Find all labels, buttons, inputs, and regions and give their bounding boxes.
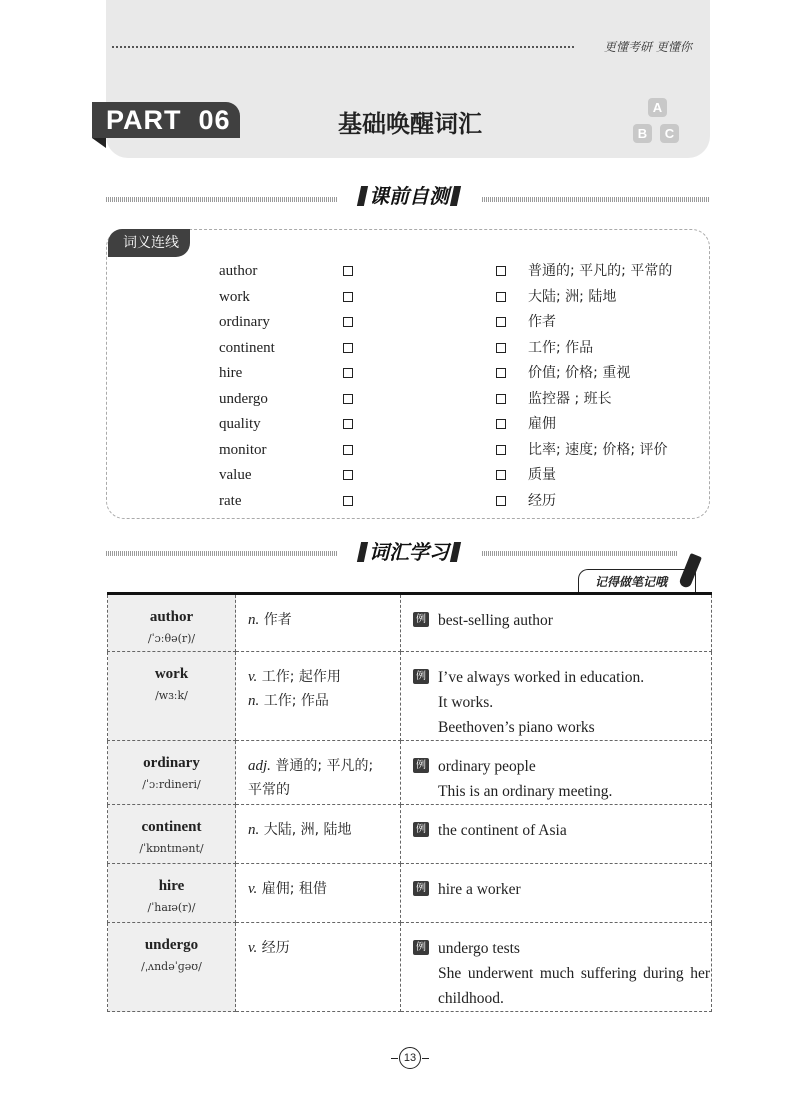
match-checkbox-left[interactable] <box>343 266 353 276</box>
example-sentence: I’ve always worked in education. <box>438 669 645 686</box>
part-tab-fold <box>92 138 106 148</box>
match-meaning: 普通的; 平凡的; 平常的 <box>528 263 673 279</box>
section-title-pretest: 课前自测 <box>342 181 476 211</box>
vocab-meaning <box>248 608 390 632</box>
example-icon: 例 <box>413 940 429 955</box>
part-of-speech: adj. <box>248 758 271 774</box>
match-word: hire <box>219 365 243 381</box>
match-checkbox-left[interactable] <box>343 470 353 480</box>
vocab-meaning-cell <box>236 864 401 923</box>
vocab-meaning-cell <box>236 805 401 864</box>
header-slogan: 更懂考研 更懂你 <box>604 40 692 54</box>
meaning-text: 普通的; 平凡的; 平常的 <box>248 758 374 798</box>
meaning-text: 工作; 起作用 <box>257 669 341 685</box>
vocab-word: hire <box>158 878 185 894</box>
vocab-phonetic: /ˈɔːθə(r)/ <box>147 632 196 645</box>
match-checkbox-left[interactable] <box>343 394 353 404</box>
example-sentence: the continent of Asia <box>438 822 567 839</box>
vocab-meaning <box>248 936 390 960</box>
vocab-word-cell <box>108 652 236 741</box>
match-meaning: 监控器 ; 班长 <box>528 390 612 407</box>
match-checkbox-left[interactable] <box>343 496 353 506</box>
vocab-word-cell <box>108 864 236 923</box>
match-word: value <box>219 467 252 483</box>
vocab-word: continent <box>141 819 202 835</box>
match-meaning: 工作; 作品 <box>528 339 594 356</box>
match-checkbox-right[interactable] <box>496 368 506 378</box>
vocab-example-cell <box>401 864 712 923</box>
example-sentence: best-selling author <box>438 612 553 629</box>
vocab-meaning-cell <box>236 594 401 652</box>
vocab-word-cell <box>108 741 236 805</box>
meaning-text: 工作; 作品 <box>259 693 329 709</box>
vocab-meaning <box>248 689 390 713</box>
match-meaning: 质量 <box>528 467 556 483</box>
vocab-word-cell <box>108 805 236 864</box>
match-meaning: 作者 <box>528 314 556 330</box>
abc-letter-a-icon: A <box>648 98 667 117</box>
vocab-word: undergo <box>144 937 199 953</box>
match-checkbox-right[interactable] <box>496 470 506 480</box>
vocab-meaning <box>248 877 390 901</box>
page-number: 13 <box>395 1048 425 1068</box>
abc-letter-b-icon: B <box>633 124 652 143</box>
vocab-example-cell <box>401 805 712 864</box>
vocab-example-cell <box>401 594 712 652</box>
section-divider-right <box>482 197 710 202</box>
part-of-speech: v. <box>248 881 258 897</box>
vocab-meaning-cell <box>236 923 401 1012</box>
vocab-row <box>108 923 712 1012</box>
vocab-row <box>108 864 712 923</box>
match-meaning: 比率; 速度; 价格; 评价 <box>528 441 668 458</box>
section-title-vocab: 词汇学习 <box>342 537 476 567</box>
match-checkbox-right[interactable] <box>496 292 506 302</box>
vocab-row <box>108 741 712 805</box>
header-dotted-rule <box>112 46 574 48</box>
vocab-example-cell <box>401 923 712 1012</box>
section-divider-right-2 <box>482 551 678 556</box>
example-sentence: ordinary people <box>438 758 536 775</box>
example-sentence: It works. <box>438 694 494 711</box>
vocab-word-cell <box>108 923 236 1012</box>
match-meaning: 大陆; 洲; 陆地 <box>528 288 617 305</box>
match-word: continent <box>219 339 275 356</box>
match-checkbox-left[interactable] <box>343 317 353 327</box>
vocab-phonetic: /ˈɔːrdineri/ <box>142 778 201 791</box>
example-icon: 例 <box>413 669 429 684</box>
example-icon: 例 <box>413 758 429 773</box>
match-checkbox-left[interactable] <box>343 343 353 353</box>
vocab-meaning-cell <box>236 741 401 805</box>
vocab-meaning <box>248 665 390 689</box>
matching-subtab: 词义连线 <box>108 229 190 257</box>
part-of-speech: v. <box>248 669 258 685</box>
abc-letter-c-icon: C <box>660 124 679 143</box>
vocab-word: author <box>149 609 194 625</box>
vocab-meaning-cell <box>236 652 401 741</box>
vocab-word-cell <box>108 594 236 652</box>
part-of-speech: n. <box>248 822 260 838</box>
vocab-row <box>108 594 712 652</box>
example-sentence: hire a worker <box>438 881 521 898</box>
part-of-speech: n. <box>248 693 260 709</box>
vocab-meaning <box>248 818 390 842</box>
vocab-phonetic: /ˈhaɪə(r)/ <box>147 901 196 914</box>
match-checkbox-right[interactable] <box>496 343 506 353</box>
vocab-phonetic: /ˈkɒntɪnənt/ <box>139 842 204 855</box>
part-of-speech: v. <box>248 940 258 956</box>
example-icon: 例 <box>413 881 429 896</box>
match-checkbox-right[interactable] <box>496 419 506 429</box>
example-icon: 例 <box>413 822 429 837</box>
vocab-row <box>108 652 712 741</box>
match-word: ordinary <box>219 314 270 330</box>
match-word: author <box>219 263 258 279</box>
vocab-word: work <box>154 666 189 682</box>
vocab-example-cell <box>401 652 712 741</box>
match-checkbox-right[interactable] <box>496 496 506 506</box>
match-checkbox-right[interactable] <box>496 317 506 327</box>
section-divider-left <box>106 197 338 202</box>
example-sentence: undergo tests <box>438 940 520 957</box>
vocabulary-table <box>107 592 712 1012</box>
example-icon: 例 <box>413 612 429 627</box>
match-meaning: 雇佣 <box>528 416 556 432</box>
note-reminder-tab: 记得做笔记哦 <box>578 569 696 593</box>
page-title: 基础唤醒词汇 <box>338 110 482 138</box>
match-meaning: 价值; 价格; 重视 <box>528 365 631 381</box>
match-word: work <box>219 288 250 305</box>
example-sentence: Beethoven’s piano works <box>438 719 595 736</box>
example-sentence: This is an ordinary meeting. <box>438 783 613 800</box>
match-checkbox-left[interactable] <box>343 292 353 302</box>
example-sentence: She underwent much suffering during her childhood. <box>438 965 710 1007</box>
vocab-phonetic: /ˌʌndəˈɡəʊ/ <box>141 960 202 973</box>
match-word: undergo <box>219 390 268 407</box>
match-checkbox-right[interactable] <box>496 266 506 276</box>
meaning-text: 雇佣; 租借 <box>257 881 327 897</box>
match-meaning: 经历 <box>528 492 556 509</box>
meaning-text: 大陆, 洲, 陆地 <box>259 822 352 838</box>
match-checkbox-right[interactable] <box>496 445 506 455</box>
part-label: PART 06 <box>92 102 240 138</box>
meaning-text: 经历 <box>257 940 290 956</box>
vocab-phonetic: /wɜːk/ <box>155 689 188 702</box>
vocab-row <box>108 805 712 864</box>
match-word: rate <box>219 492 242 509</box>
part-of-speech: n. <box>248 612 260 628</box>
vocab-meaning <box>248 754 390 802</box>
match-word: monitor <box>219 441 267 458</box>
section-divider-left-2 <box>106 551 338 556</box>
vocab-example-cell <box>401 741 712 805</box>
match-word: quality <box>219 416 261 432</box>
match-checkbox-left[interactable] <box>343 445 353 455</box>
vocab-word: ordinary <box>143 755 200 771</box>
meaning-text: 作者 <box>259 612 292 628</box>
match-checkbox-left[interactable] <box>343 368 353 378</box>
match-checkbox-left[interactable] <box>343 419 353 429</box>
match-checkbox-right[interactable] <box>496 394 506 404</box>
